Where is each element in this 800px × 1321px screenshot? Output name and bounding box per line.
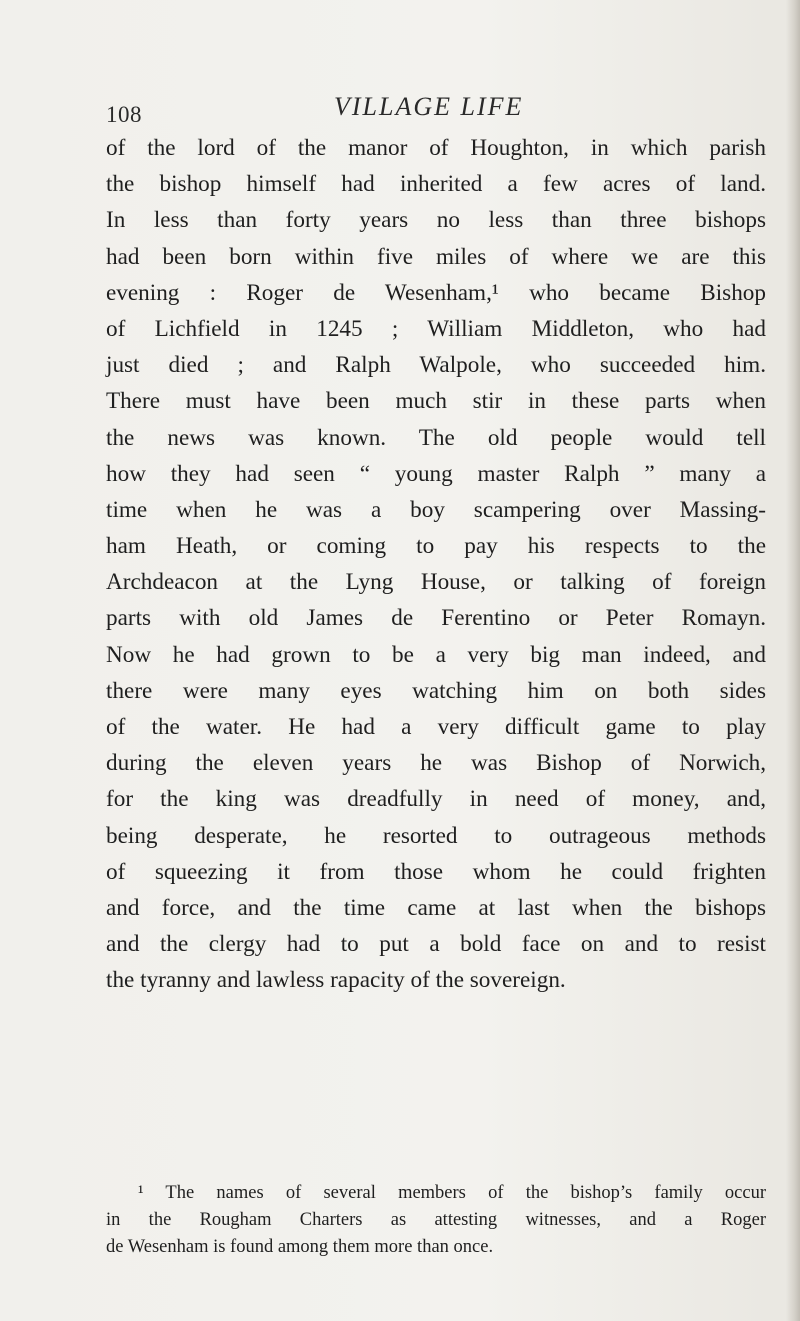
text-line: the bishop himself had inherited a few acres of land.: [106, 171, 766, 198]
page-edge-shadow: [786, 0, 800, 1321]
text-line: In less than forty years no less than three bishops: [106, 207, 766, 234]
text-line: Archdeacon at the Lyng House, or talking of foreign: [106, 569, 766, 596]
text-line: the tyranny and lawless rapacity of the sovereign.: [106, 967, 566, 994]
text-line: of squeezing it from those whom he could frighten: [106, 858, 766, 885]
footnote-line: ¹ The names of several members of the bishop’s family occur: [138, 1183, 766, 1203]
page-number: 108: [106, 102, 142, 127]
body-text: [106, 130, 766, 999]
running-head: [0, 92, 800, 132]
text-line: Now he had grown to be a very big man indeed, and: [106, 641, 766, 668]
text-line: during the eleven years he was Bishop of Norwich,: [106, 750, 766, 777]
text-line: of the lord of the manor of Houghton, in which parish: [106, 135, 766, 161]
text-line: time when he was a boy scampering over Massing-: [106, 496, 766, 523]
text-line: for the king was dreadfully in need of money, and,: [106, 786, 766, 813]
text-line: there were many eyes watching him on both sides: [106, 677, 766, 704]
running-title: VILLAGE LIFE: [334, 92, 524, 121]
footnote: [106, 1180, 766, 1261]
text-line: the news was known. The old people would tell: [106, 424, 766, 451]
text-line: and force, and the time came at last when the bishops: [106, 894, 766, 921]
text-line: just died ; and Ralph Walpole, who succeeded him.: [106, 352, 766, 379]
text-line: of Lichfield in 1245 ; William Middleton, who had: [106, 315, 766, 342]
text-line: ham Heath, or coming to pay his respects to the: [106, 533, 766, 560]
text-line: of the water. He had a very difficult game to play: [106, 714, 766, 740]
text-line: had been born within five miles of where we are this: [106, 243, 766, 270]
text-line: There must have been much stir in these parts when: [106, 388, 766, 415]
text-line: and the clergy had to put a bold face on and to resist: [106, 931, 766, 958]
footnote-line: in the Rougham Charters as attesting witnesses, and a Roger: [106, 1210, 766, 1230]
text-line: parts with old James de Ferentino or Peter Romayn.: [106, 605, 766, 632]
text-line: being desperate, he resorted to outrageous methods: [106, 822, 766, 849]
text-line: how they had seen “ young master Ralph ” many a: [106, 460, 766, 487]
footnote-line: de Wesenham is found among them more than once.: [106, 1237, 494, 1257]
text-line: evening : Roger de Wesenham,¹ who became Bishop: [106, 279, 766, 306]
